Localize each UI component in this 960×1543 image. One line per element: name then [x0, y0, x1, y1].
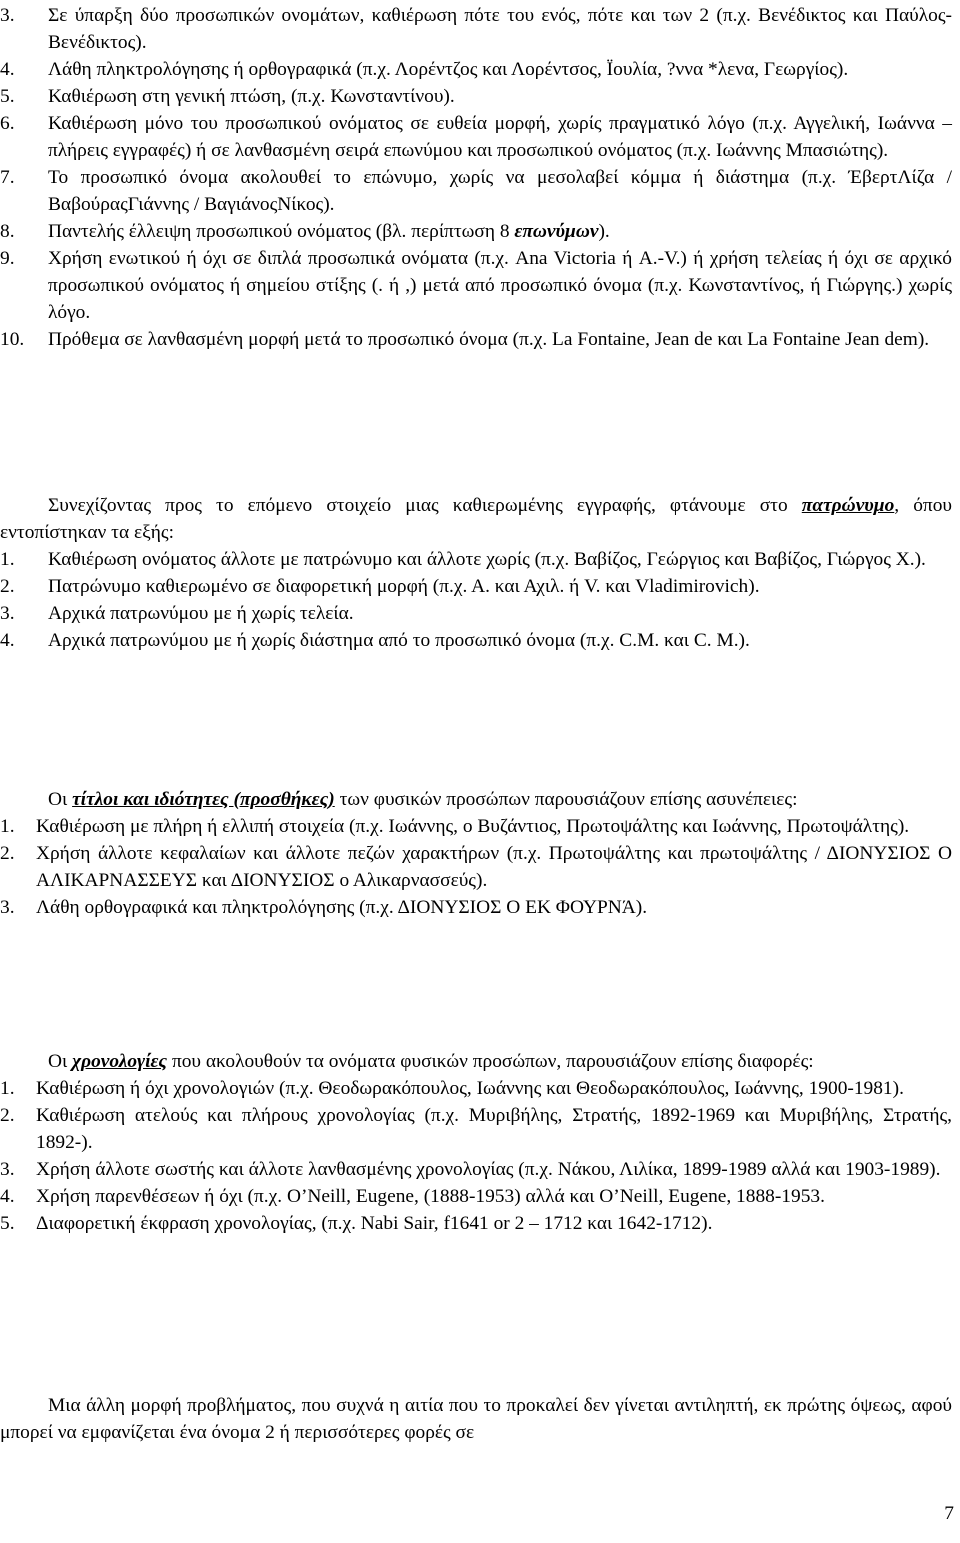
- list-item: 7. Το προσωπικό όνομα ακολουθεί το επώνυμο, χωρίς να μεσολαβεί κόμμα ή διάστημα (π.χ. ΈβερτΛίζα / ΒαβούραςΓιάννης / ΒαγιάνοςΝίκος).: [0, 167, 952, 215]
- patronymic-section: [0, 492, 956, 654]
- list-item: 3. Σε ύπαρξη δύο προσωπικών ονομάτων, καθιέρωση πότε του ενός, πότε και των 2 (π.χ. Βενέδικτος και Παύλος-Βενέδικτος).: [0, 5, 952, 53]
- section-intro: Οι χρονολογίες που ακολουθούν τα ονόματα φυσικών προσώπων, παρουσιάζουν επίσης διαφορές:: [48, 1051, 814, 1072]
- list-item: 4. Λάθη πληκτρολόγησης ή ορθογραφικά (π.χ. Λορέντζος και Λορέντσος, Ϊουλία, ?ννα *λενα, Γεωργίος).: [0, 59, 849, 80]
- list-item: 2. Χρήση άλλοτε κεφαλαίων και άλλοτε πεζών χαρακτήρων (π.χ. Πρωτοψάλτης και πρωτοψάλτης / ΔΙΟΝΥΣΙΟΣ Ο ΑΛΙΚΑΡΝΑΣΣΕΥΣ και ΔΙΟΝΥΣΙΟΣ ο Αλικαρνασσεύς).: [0, 843, 952, 891]
- list-item: 10. Πρόθεμα σε λανθασμένη μορφή μετά το προσωπικό όνομα (π.χ. La Fontaine, Jean de και La Fontaine Jean dem).: [0, 329, 930, 350]
- list-item: 3. Αρχικά πατρωνύμου με ή χωρίς τελεία.: [0, 603, 354, 624]
- list-item: 2. Πατρώνυμο καθιερωμένο σε διαφορετική μορφή (π.χ. Α. και Αχιλ. ή V. και Vladimirovich).: [0, 576, 760, 597]
- closing-paragraph-section: [0, 1392, 956, 1446]
- list-item: 1. Καθιέρωση ονόματος άλλοτε με πατρώνυμο και άλλοτε χωρίς (π.χ. Βαβίζος, Γεώργιος και Βαβίζος, Γιώργος Χ.).: [0, 549, 926, 570]
- emphasis-text: πατρώνυμο: [801, 495, 895, 516]
- section-intro: Οι τίτλοι και ιδιότητες (προσθήκες) των φυσικών προσώπων παρουσιάζουν επίσης ασυνέπειες:: [48, 789, 798, 810]
- list-item: 3. Λάθη ορθογραφικά και πληκτρολόγησης (π.χ. ΔΙΟΝΥΣΙΟΣ Ο ΕΚ ΦΟΥΡΝΆ).: [0, 897, 648, 918]
- list-item: 8. Παντελής έλλειψη προσωπικού ονόματος (βλ. περίπτωση 8 επωνύμων).: [0, 221, 610, 242]
- list-item: 1. Καθιέρωση ή όχι χρονολογιών (π.χ. Θεοδωρακόπουλος, Ιωάννης και Θεοδωρακόπουλος, Ιωάννης, 1900-1981).: [0, 1078, 904, 1099]
- emphasis-text: τίτλοι και ιδιότητες (προσθήκες): [72, 789, 335, 810]
- page-number: 7: [944, 1503, 954, 1524]
- list-item: 5. Διαφορετική έκφραση χρονολογίας, (π.χ. Nabi Sair, f1641 or 2 – 1712 και 1642-1712).: [0, 1213, 713, 1234]
- name-issues-list-continued: [0, 2, 956, 353]
- list-item: 5. Καθιέρωση στη γενική πτώση, (π.χ. Κωνσταντίνου).: [0, 86, 455, 107]
- titles-section: [0, 786, 956, 921]
- emphasis-text: επωνύμων: [514, 221, 599, 242]
- section-intro: Συνεχίζοντας προς το επόμενο στοιχείο μιας καθιερωμένης εγγραφής, φτάνουμε στο πατρώνυμο, όπου εντοπίστηκαν τα εξής:: [0, 495, 952, 543]
- list-item: 2. Καθιέρωση ατελούς και πλήρους χρονολογίας (π.χ. Μυριβήλης, Στρατής, 1892-1969 και Μυριβήλης, Στρατής, 1892-).: [0, 1105, 952, 1153]
- list-item: 6. Καθιέρωση μόνο του προσωπικού ονόματος σε ευθεία μορφή, χωρίς πραγματικό λόγο (π.χ. Αγγελική, Ιωάννα – πλήρεις εγγραφές) ή σε λανθασμένη σειρά επωνύμου και προσωπικού ονόματος (π.χ. Ιωάννης Μπασιώτης).: [0, 113, 952, 161]
- list-item: 9. Χρήση ενωτικού ή όχι σε διπλά προσωπικά ονόματα (π.χ. Ana Victoria ή A.-V.) ή χρήση τελείας ή όχι σε αρχικό προσωπικού ονόματος ή σημείου στίξης (. ή ,) μετά από προσωπικό όνομα (π.χ. Κωνσταντίνος, ή Γιώργης.) χωρίς λόγο.: [0, 248, 952, 323]
- emphasis-text: χρονολογίες: [72, 1051, 168, 1072]
- list-item: 4. Χρήση παρενθέσεων ή όχι (π.χ. O’Neill, Eugene, (1888-1953) αλλά και O’Neill, Eugene, 1888-1953.: [0, 1186, 825, 1207]
- list-item: 1. Καθιέρωση με πλήρη ή ελλιπή στοιχεία (π.χ. Ιωάννης, ο Βυζάντιος, Πρωτοψάλτης και Ιωάννης, Πρωτοψάλτης).: [0, 816, 910, 837]
- list-item: 4. Αρχικά πατρωνύμου με ή χωρίς διάστημα από το προσωπικό όνομα (π.χ. C.M. και C. M.).: [0, 630, 750, 651]
- dates-section: [0, 1048, 956, 1237]
- list-item: 3. Χρήση άλλοτε σωστής και άλλοτε λανθασμένης χρονολογίας (π.χ. Νάκου, Λιλίκα, 1899-1989 αλλά και 1903-1989).: [0, 1159, 941, 1180]
- paragraph: Μια άλλη μορφή προβλήματος, που συχνά η αιτία που το προκαλεί δεν γίνεται αντιληπτή, εκ πρώτης όψεως, αφού μπορεί να εμφανίζεται ένα όνομα 2 ή περισσότερες φορές σε: [0, 1395, 952, 1443]
